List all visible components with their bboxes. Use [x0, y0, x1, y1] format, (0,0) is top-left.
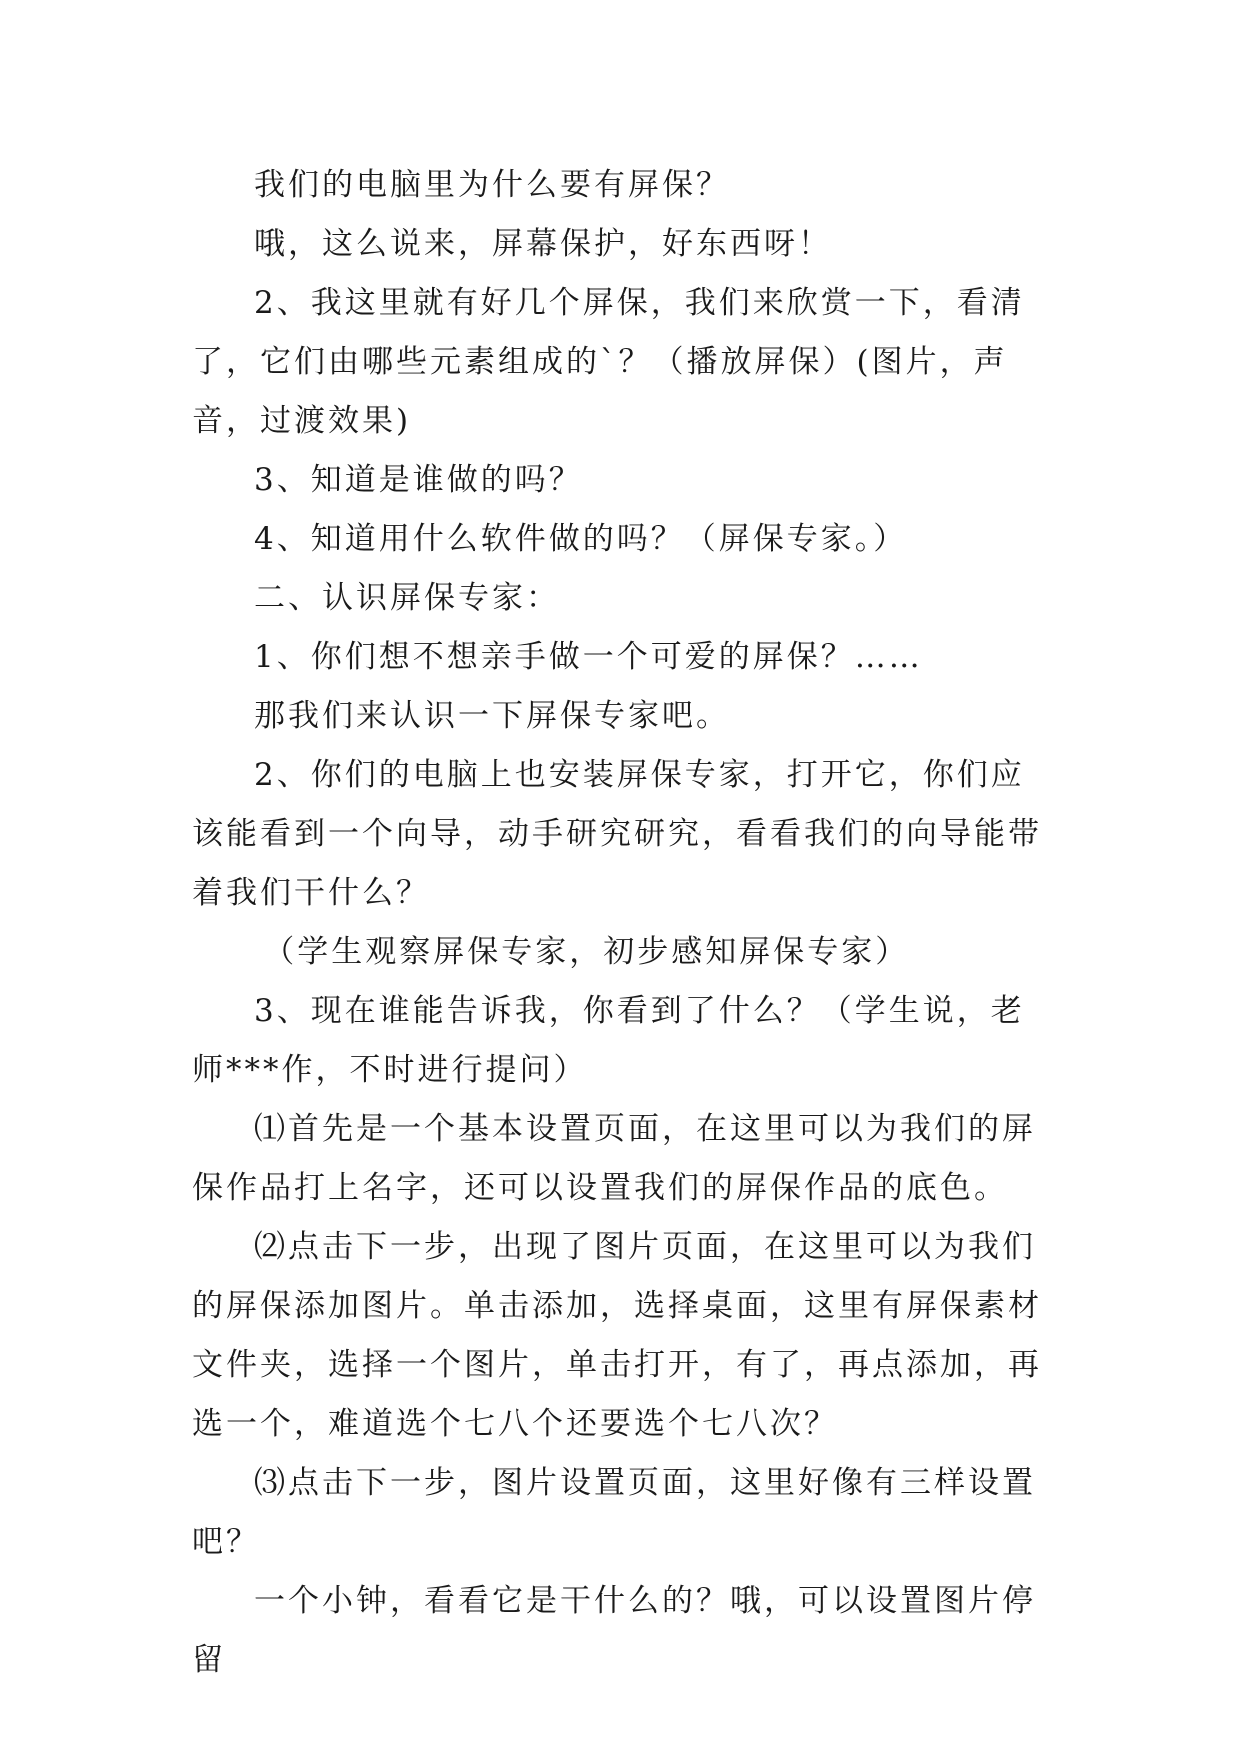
paragraph-11: 3、现在谁能告诉我，你看到了什么？（学生说，老师***作，不时进行提问） [192, 993, 1025, 1088]
paragraph-9: 2、你们的电脑上也安装屏保专家，打开它，你们应该能看到一个向导，动手研究研究，看看我们的向导能带着我们干什么？ [192, 757, 1042, 911]
paragraph-5: 4、知道用什么软件做的吗？（屏保专家。） [254, 521, 908, 557]
document-body [192, 156, 1052, 1690]
paragraph-13: ⑵点击下一步，出现了图片页面，在这里可以为我们的屏保添加图片。单击添加，选择桌面，这里有屏保素材文件夹，选择一个图片，单击打开，有了，再点添加，再选一个，难道选个七八个还要选个七八次？ [192, 1229, 1042, 1442]
paragraph-1: 我们的电脑里为什么要有屏保？ [254, 167, 730, 203]
paragraph-7: 1、你们想不想亲手做一个可爱的屏保？…… [254, 639, 923, 675]
paragraph-4: 3、知道是谁做的吗？ [254, 462, 583, 498]
paragraph-8: 那我们来认识一下屏保专家吧。 [254, 698, 730, 734]
paragraph-10: （学生观察屏保专家，初步感知屏保专家） [263, 934, 910, 970]
paragraph-15: 一个小钟，看看它是干什么的？哦，可以设置图片停留 [192, 1583, 1036, 1678]
section-heading-2: 二、认识屏保专家： [254, 580, 560, 616]
paragraph-3: 2、我这里就有好几个屏保，我们来欣赏一下，看清了，它们由哪些元素组成的`？（播放屏保）(图片，声音，过渡效果) [192, 285, 1025, 439]
paragraph-2: 哦，这么说来，屏幕保护，好东西呀！ [254, 226, 832, 262]
paragraph-14: ⑶点击下一步，图片设置页面，这里好像有三样设置吧？ [192, 1465, 1036, 1560]
paragraph-12: ⑴首先是一个基本设置页面，在这里可以为我们的屏保作品打上名字，还可以设置我们的屏保作品的底色。 [192, 1111, 1036, 1206]
